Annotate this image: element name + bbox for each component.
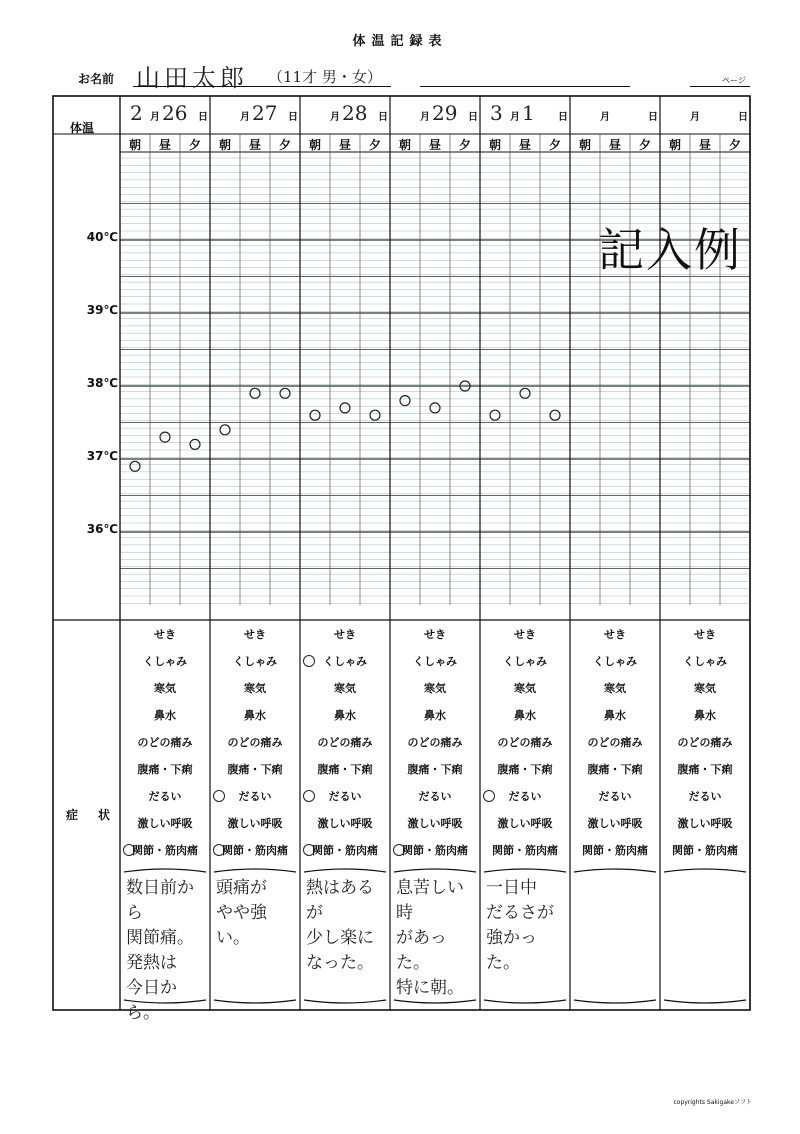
symptom-item: せき xyxy=(514,628,536,641)
symptom-item: 鼻水 xyxy=(334,709,356,722)
symptom-item: のどの痛み xyxy=(227,736,283,749)
time-slot-label: 朝 xyxy=(578,138,591,152)
date-month-value: 2 xyxy=(130,101,143,125)
symptom-item: 腹痛・下痢 xyxy=(497,763,553,776)
time-slot-label: 朝 xyxy=(488,138,501,152)
name-label: お名前 xyxy=(78,72,115,86)
day-label: 日 xyxy=(738,112,748,123)
symptom-item: せき xyxy=(424,628,446,641)
symptom-item: くしゃみ xyxy=(593,655,637,668)
symptom-item: 関節・筋肉痛 xyxy=(492,844,558,857)
temp-point xyxy=(250,388,260,398)
date-day-value: 28 xyxy=(342,101,368,125)
symptom-item: 寒気 xyxy=(244,682,266,695)
notes-top-curve xyxy=(574,869,656,872)
notes-bottom-curve xyxy=(214,1000,296,1003)
time-slot-label: 夕 xyxy=(278,138,291,152)
month-label: 月 xyxy=(420,112,430,123)
time-slot-label: 朝 xyxy=(128,138,141,152)
symptom-item: せき xyxy=(154,628,176,641)
notes-top-curve xyxy=(484,869,566,872)
temp-point xyxy=(490,410,500,420)
symptom-item: 鼻水 xyxy=(514,709,536,722)
temp-point xyxy=(190,439,200,449)
symptom-item: だるい xyxy=(148,790,182,803)
date-day-value: 1 xyxy=(522,101,535,125)
symptom-item: 激しい呼吸 xyxy=(497,817,553,830)
daily-note: 熱はあるが 少し楽に なった。 xyxy=(306,878,374,973)
temp-point xyxy=(370,410,380,420)
temp-point xyxy=(550,410,560,420)
symptom-item: 腹痛・下痢 xyxy=(137,763,193,776)
symptom-item: 鼻水 xyxy=(424,709,446,722)
temp-point xyxy=(130,461,140,471)
symptom-item: のどの痛み xyxy=(497,736,553,749)
symptom-item: 寒気 xyxy=(604,682,626,695)
patient-name: 山田太郎 xyxy=(136,64,248,92)
time-slot-label: 昼 xyxy=(518,138,531,152)
day-label: 日 xyxy=(558,112,568,123)
symptom-item: 激しい呼吸 xyxy=(407,817,463,830)
time-slot-label: 朝 xyxy=(308,138,321,152)
symptom-item: だるい xyxy=(598,790,632,803)
symptom-item: せき xyxy=(694,628,716,641)
symptom-item: 激しい呼吸 xyxy=(587,817,643,830)
symptom-item: 激しい呼吸 xyxy=(137,817,193,830)
symptom-item: 腹痛・下痢 xyxy=(677,763,733,776)
date-month-value: 3 xyxy=(490,101,503,125)
time-slot-label: 夕 xyxy=(728,138,741,152)
symptom-check-mark xyxy=(303,790,315,802)
symptom-item: 腹痛・下痢 xyxy=(317,763,373,776)
y-tick-label: 37℃ xyxy=(86,449,118,463)
month-label: 月 xyxy=(690,112,700,123)
notes-top-curve xyxy=(304,869,386,872)
symptom-item: 鼻水 xyxy=(244,709,266,722)
notes-bottom-curve xyxy=(664,1000,746,1003)
symptom-item: 寒気 xyxy=(154,682,176,695)
symptom-item: せき xyxy=(334,628,356,641)
notes-top-curve xyxy=(214,869,296,872)
page-title: 体温記録表 xyxy=(352,34,448,49)
page-label: ページ xyxy=(722,76,746,85)
symptom-item: 寒気 xyxy=(334,682,356,695)
date-header xyxy=(480,101,570,126)
notes-top-curve xyxy=(124,869,206,872)
date-header xyxy=(390,101,480,126)
symptom-check-mark xyxy=(123,844,135,856)
symptom-item: 鼻水 xyxy=(694,709,716,722)
symptom-item: だるい xyxy=(508,790,542,803)
symptom-item: だるい xyxy=(328,790,362,803)
time-slot-label: 朝 xyxy=(218,138,231,152)
time-slot-label: 朝 xyxy=(398,138,411,152)
symptom-item: のどの痛み xyxy=(677,736,733,749)
symptom-check-mark xyxy=(483,790,495,802)
temp-point xyxy=(430,403,440,413)
symptom-item: せき xyxy=(244,628,266,641)
symptom-item: のどの痛み xyxy=(587,736,643,749)
symptom-item: 関節・筋肉痛 xyxy=(132,844,198,857)
time-slot-label: 昼 xyxy=(698,138,711,152)
date-header xyxy=(660,104,750,126)
month-label: 月 xyxy=(600,112,610,123)
temp-point xyxy=(280,388,290,398)
day-label: 日 xyxy=(288,112,298,123)
symptom-item: のどの痛み xyxy=(137,736,193,749)
symptom-item: くしゃみ xyxy=(413,655,457,668)
symptom-item: のどの痛み xyxy=(317,736,373,749)
time-slot-label: 夕 xyxy=(548,138,561,152)
day-label: 日 xyxy=(468,112,478,123)
date-header xyxy=(210,101,300,126)
temp-point xyxy=(400,396,410,406)
time-slot-label: 夕 xyxy=(368,138,381,152)
y-tick-label: 39℃ xyxy=(86,303,118,317)
symptom-item: 寒気 xyxy=(694,682,716,695)
symptom-item: 激しい呼吸 xyxy=(677,817,733,830)
symptom-item: 腹痛・下痢 xyxy=(227,763,283,776)
time-slot-label: 昼 xyxy=(428,138,441,152)
date-header xyxy=(120,101,210,126)
temp-point xyxy=(220,425,230,435)
y-tick-label: 36℃ xyxy=(86,522,118,536)
symptom-item: くしゃみ xyxy=(143,655,187,668)
symptom-item: 腹痛・下痢 xyxy=(587,763,643,776)
time-slot-label: 昼 xyxy=(248,138,261,152)
daily-note: 頭痛が やや強い。 xyxy=(216,878,267,948)
time-slot-label: 夕 xyxy=(458,138,471,152)
time-slot-label: 夕 xyxy=(638,138,651,152)
sample-watermark: 記入例 xyxy=(598,223,742,277)
symptom-check-mark xyxy=(303,844,315,856)
y-tick-label: 38℃ xyxy=(86,376,118,390)
symptom-item: のどの痛み xyxy=(407,736,463,749)
date-day-value: 27 xyxy=(252,101,278,125)
symptom-item: だるい xyxy=(418,790,452,803)
symptom-label: 症 状 xyxy=(66,808,115,822)
time-slot-label: 夕 xyxy=(188,138,201,152)
date-header xyxy=(300,101,390,126)
month-label: 月 xyxy=(240,112,250,123)
symptom-check-mark xyxy=(393,844,405,856)
daily-note: 数日前から 関節痛。 発熱は 今日から。 xyxy=(126,878,194,1023)
time-slot-label: 昼 xyxy=(158,138,171,152)
symptom-item: だるい xyxy=(688,790,722,803)
copyright: copyrights Sakigakeソフト xyxy=(673,1099,752,1106)
symptom-item: 関節・筋肉痛 xyxy=(312,844,378,857)
temp-point xyxy=(340,403,350,413)
temp-point xyxy=(160,432,170,442)
date-header xyxy=(570,104,660,126)
daily-note: 息苦しい時 があった。 特に朝。 xyxy=(396,878,464,998)
day-label: 日 xyxy=(378,112,388,123)
symptom-item: 関節・筋肉痛 xyxy=(222,844,288,857)
symptom-item: くしゃみ xyxy=(233,655,277,668)
symptom-item: せき xyxy=(604,628,626,641)
symptom-item: くしゃみ xyxy=(323,655,367,668)
symptom-item: くしゃみ xyxy=(683,655,727,668)
age-info: （11才 男・女） xyxy=(268,68,382,86)
month-label: 月 xyxy=(150,112,160,123)
symptom-item: 寒気 xyxy=(424,682,446,695)
day-label: 日 xyxy=(198,112,208,123)
day-label: 日 xyxy=(648,112,658,123)
temp-label: 体温 xyxy=(70,121,95,135)
month-label: 月 xyxy=(330,112,340,123)
symptom-check-mark xyxy=(213,844,225,856)
daily-note: 一日中 だるさが 強かった。 xyxy=(486,878,554,973)
symptom-item: 関節・筋肉痛 xyxy=(672,844,738,857)
notes-bottom-curve xyxy=(484,1000,566,1003)
time-slot-label: 朝 xyxy=(668,138,681,152)
temp-point xyxy=(310,410,320,420)
notes-bottom-curve xyxy=(304,1000,386,1003)
date-day-value: 29 xyxy=(432,101,458,125)
symptom-item: 鼻水 xyxy=(604,709,626,722)
symptom-item: 関節・筋肉痛 xyxy=(582,844,648,857)
y-tick-label: 40℃ xyxy=(86,230,118,244)
symptom-check-mark xyxy=(303,655,315,667)
month-label: 月 xyxy=(510,112,520,123)
symptom-item: 激しい呼吸 xyxy=(227,817,283,830)
symptom-item: 関節・筋肉痛 xyxy=(402,844,468,857)
symptom-item: 寒気 xyxy=(514,682,536,695)
symptom-item: くしゃみ xyxy=(503,655,547,668)
date-day-value: 26 xyxy=(162,101,188,125)
symptom-item: 激しい呼吸 xyxy=(317,817,373,830)
time-slot-label: 昼 xyxy=(338,138,351,152)
time-slot-label: 昼 xyxy=(608,138,621,152)
symptom-item: だるい xyxy=(238,790,272,803)
temp-point xyxy=(520,388,530,398)
notes-top-curve xyxy=(394,869,476,872)
symptom-item: 腹痛・下痢 xyxy=(407,763,463,776)
symptom-item: 鼻水 xyxy=(154,709,176,722)
notes-top-curve xyxy=(664,869,746,872)
symptom-check-mark xyxy=(213,790,225,802)
notes-bottom-curve xyxy=(574,1000,656,1003)
